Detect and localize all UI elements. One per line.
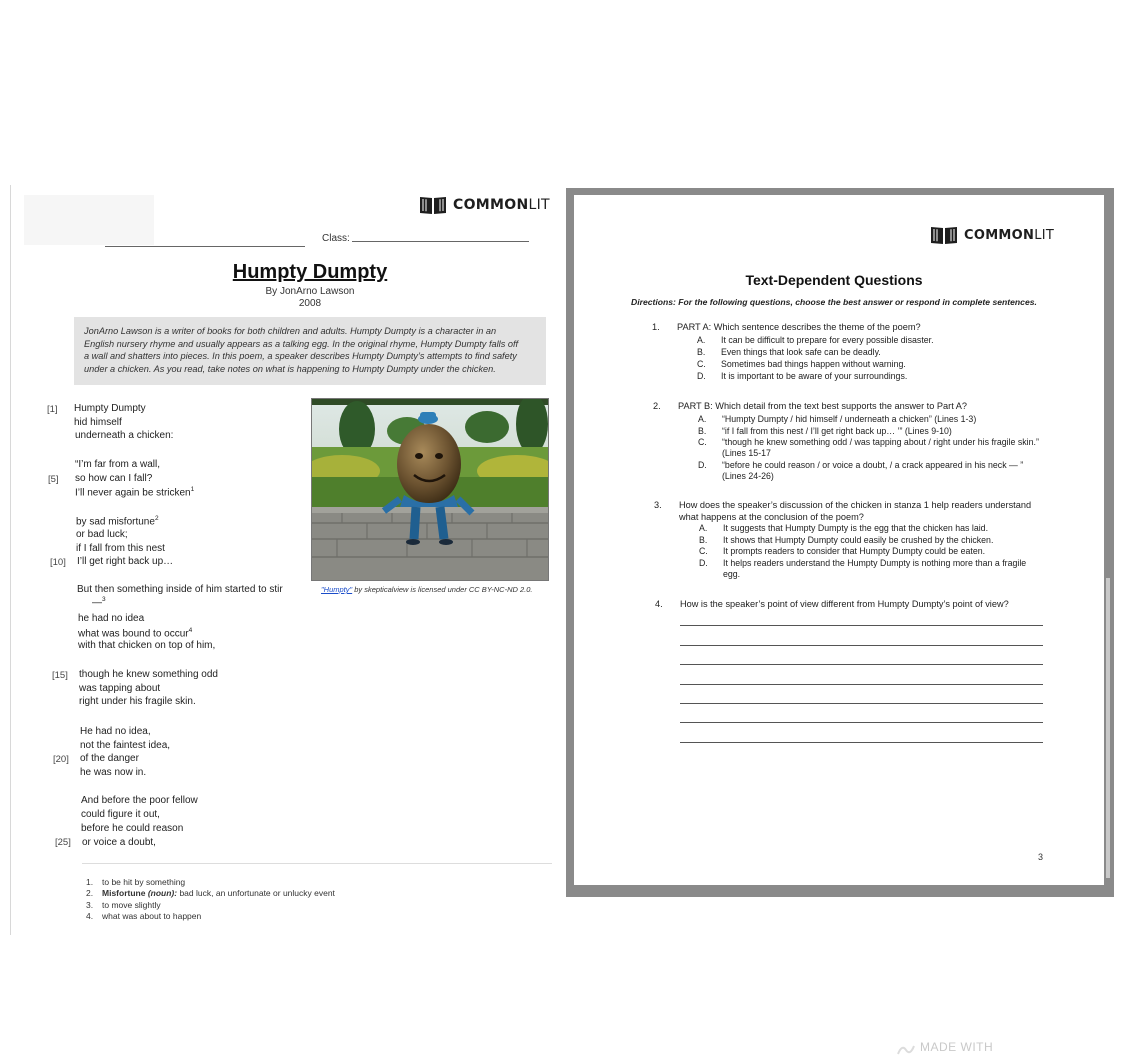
poem-line: Humpty Dumpty (74, 403, 146, 414)
answer-line[interactable] (680, 664, 1043, 665)
line-number: [25] (55, 837, 71, 848)
name-blank-line (105, 246, 305, 247)
poem-line: could figure it out, (81, 809, 160, 820)
intro-line: JonArno Lawson is a writer of books for both children and adults. Humpty Dumpty is a character in an (84, 326, 497, 336)
commonlit-logo (930, 225, 1054, 245)
poem-line: But then something inside of him started to stir (77, 584, 283, 595)
poem-author: By JonArno Lawson (265, 286, 355, 297)
photo-caption: "Humpty" by skepticalview is licensed under CC BY-NC-ND 2.0. (321, 585, 533, 594)
poem-line: underneath a chicken: (75, 430, 174, 441)
poem-line: He had no idea, (80, 726, 151, 737)
footnote-mark: 4 (188, 627, 193, 634)
intro-line: under a chicken. As you read, take notes on what is happening to Humpty Dumpty under the chicken. (84, 363, 496, 374)
poem-line: before he could reason (81, 823, 184, 834)
brand-name: COMMONLIT (964, 227, 1055, 243)
open-book-icon (930, 225, 958, 245)
poem-line: of the danger (80, 753, 139, 764)
footnote: 4. what was about to happen (86, 911, 202, 921)
answer-line[interactable] (680, 625, 1043, 626)
page-edge (10, 185, 11, 935)
answer-line[interactable] (680, 645, 1043, 646)
directions: Directions: For the following questions, choose the best answer or respond in complete sentences. (631, 297, 1037, 307)
footnote: 3. to move slightly (86, 900, 161, 910)
intro-line: English nursery rhyme and usually appears as a talking egg. In the original rhyme, Humpty Dumpty falls off (84, 338, 519, 349)
poem-line: if I fall from this nest (76, 543, 165, 554)
class-blank-line (352, 241, 529, 242)
line-number: [1] (47, 404, 58, 415)
line-number: [20] (53, 754, 69, 765)
photo-credit-link[interactable]: "Humpty" (321, 585, 353, 594)
footnote: 2. Misfortune (noun): bad luck, an unfortunate or unlucky event (86, 888, 335, 898)
poem-line: —$^3$ (92, 596, 106, 609)
class-label: Class: (322, 233, 350, 244)
poem-line: hid himself (74, 417, 122, 428)
frame-stripe (1106, 578, 1110, 878)
poem-year: 2008 (298, 298, 322, 309)
poem-line: what was bound to occur$^4$ (78, 627, 193, 640)
poem-line: And before the poor fellow (81, 795, 198, 806)
footnote-mark: 3 (102, 596, 106, 603)
poem-line: so how can I fall? (75, 473, 153, 484)
footnote: 1. to be hit by something (86, 877, 186, 887)
poem-line: he had no idea (78, 613, 145, 624)
poem-line: right under his fragile skin. (79, 696, 196, 707)
line-number: [5] (48, 474, 59, 485)
brand-name: COMMONLIT (453, 197, 550, 213)
footnote-divider (82, 863, 552, 864)
open-book-icon (419, 195, 447, 215)
footnote-mark: 1 (190, 486, 195, 493)
poem-title: Humpty Dumpty (232, 261, 388, 283)
worksheet-page-left (10, 185, 560, 935)
answer-line[interactable] (680, 703, 1043, 704)
poem-line: I’ll never again be stricken$^1$ (75, 486, 195, 499)
poem-line: by sad misfortune$^2$ (76, 515, 159, 528)
poem-line: he was now in. (80, 767, 147, 778)
answer-line[interactable] (680, 742, 1043, 743)
commonlit-logo (419, 195, 550, 215)
introduction-box (74, 317, 546, 385)
line-number: [10] (50, 557, 66, 568)
poem-line: not the faintest idea, (80, 740, 171, 751)
poem-line: I’ll get right back up… (77, 556, 174, 567)
poem-line: was tapping about (79, 683, 161, 694)
humpty-dumpty-photo (311, 398, 549, 581)
watermark-logo-icon (896, 1042, 916, 1056)
page-number: 3 (1038, 852, 1044, 862)
poem-line: “I’m far from a wall, (75, 459, 161, 470)
intro-line: a wall and shatters into pieces. In this poem, a speaker describes Humpty Dumpty’s attempts to find safety (84, 351, 517, 361)
poem-line: or voice a doubt, (82, 837, 156, 848)
answer-line[interactable] (680, 722, 1043, 723)
answer-line[interactable] (680, 684, 1043, 685)
poem-line: or bad luck; (76, 529, 128, 540)
footnote-mark: 2 (154, 515, 159, 522)
poem-line: with that chicken on top of him, (78, 640, 216, 651)
redacted-name-area (24, 195, 154, 245)
questions-title: Text-Dependent Questions (745, 272, 923, 288)
poem-line: though he knew something odd (79, 669, 218, 680)
watermark-text: MADE WITH (920, 1040, 994, 1054)
line-number: [15] (52, 670, 68, 681)
